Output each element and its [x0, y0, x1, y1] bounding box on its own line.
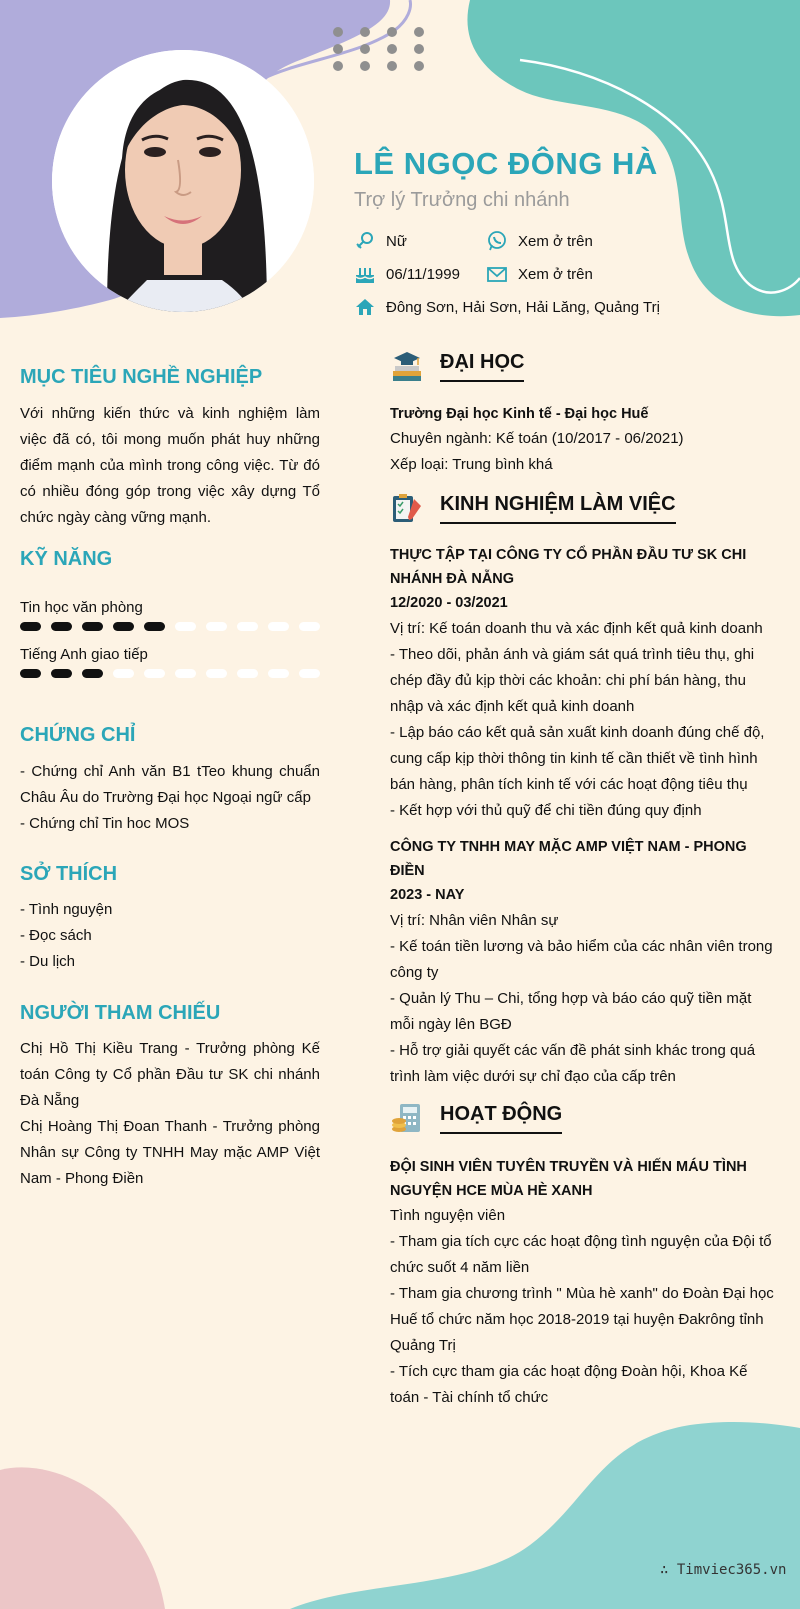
hobby-item: - Tình nguyện — [20, 901, 113, 918]
clipboard-checklist-icon — [390, 491, 424, 525]
activities-heading: HOẠT ĐỘNG — [440, 1103, 562, 1134]
hobby-item: - Du lịch — [20, 953, 76, 970]
skill-segment-empty — [175, 622, 196, 631]
activity-role: Tình nguyện viên — [390, 1207, 506, 1224]
hobby-item: - Đọc sách — [20, 927, 92, 944]
dot-grid-decoration — [330, 25, 425, 70]
education-section-header — [390, 349, 524, 383]
job-title: Trợ lý Trưởng chi nhánh — [354, 189, 570, 211]
experience-heading: KINH NGHIỆM LÀM VIỆC — [440, 493, 676, 524]
gender-row — [354, 230, 407, 252]
gender-value: Nữ — [386, 232, 407, 250]
job-detail: - Kế toán tiền lương và bảo hiểm của các nhân viên trong công ty — [390, 938, 773, 981]
activity-org: ĐỘI SINH VIÊN TUYÊN TRUYỀN VÀ HIẾN MÁU TÌNH NGUYỆN HCE MÙA HÈ XANH — [390, 1159, 747, 1199]
phone-row — [486, 230, 593, 252]
phone-value[interactable]: Xem ở trên — [518, 232, 593, 250]
skill-segment-empty — [299, 669, 320, 678]
skill-segment-filled — [51, 622, 72, 631]
education-major: Chuyên ngành: Kế toán (10/2017 - 06/2021) — [390, 430, 684, 447]
skill-label-office: Tin học văn phòng — [20, 599, 143, 616]
phone-icon — [486, 230, 508, 252]
job-detail: - Quản lý Thu – Chi, tổng hợp và báo cáo quỹ tiền mặt mỗi ngày lên BGĐ — [390, 990, 752, 1033]
calculator-coins-icon — [390, 1101, 424, 1135]
address-value: Đông Sơn, Hải Sơn, Hải Lăng, Quảng Trị — [386, 298, 660, 316]
reference-item: Chị Hồ Thị Kiều Trang - Trưởng phòng Kế toán Công ty Cổ phần Đầu tư SK chi nhánh Đà Nẵng — [20, 1040, 320, 1109]
home-icon — [354, 296, 376, 318]
skill-segment-empty — [144, 669, 165, 678]
skills-heading: KỸ NĂNG — [20, 548, 113, 570]
activities-section-header — [390, 1101, 562, 1135]
education-grade: Xếp loại: Trung bình khá — [390, 456, 553, 473]
job-period: 12/2020 - 03/2021 — [390, 595, 508, 611]
skill-segment-empty — [299, 622, 320, 631]
skill-segment-empty — [268, 622, 289, 631]
job-position: Vị trí: Nhân viên Nhân sự — [390, 912, 559, 929]
job-period: 2023 - NAY — [390, 887, 465, 903]
birthday-row — [354, 263, 460, 285]
job-detail: - Theo dõi, phản ánh và giám sát quá trình tiêu thụ, ghi chép đầy đủ kịp thời các khoản: chi phí bán hàng, thu nhập và xác định kết quả kinh doanh — [390, 646, 755, 715]
email-icon — [486, 263, 508, 285]
skill-segment-filled — [82, 622, 103, 631]
activity-detail: - Tham gia tích cực các hoạt động tình nguyện của Đội tổ chức suốt 4 năm liền — [390, 1233, 772, 1276]
skill-label-english: Tiếng Anh giao tiếp — [20, 646, 148, 663]
skill-segment-empty — [175, 669, 196, 678]
activity-detail: - Tham gia chương trình " Mùa hè xanh" do Đoàn Đại học Huế tổ chức năm học 2018-2019 tại huyện Đakrông tỉnh Quảng Trị — [390, 1285, 774, 1354]
job-detail: - Lập báo cáo kết quả sản xuất kinh doanh đúng chế độ, cung cấp kịp thời thông tin kinh tế cần thiết về tình hình bán hàng, phân tích kinh tế với các hoạt động tiêu thụ — [390, 724, 765, 793]
skill-bar-english — [20, 669, 320, 681]
skill-segment-empty — [237, 669, 258, 678]
skill-segment-filled — [144, 622, 165, 631]
skill-segment-filled — [51, 669, 72, 678]
skill-segment-empty — [206, 669, 227, 678]
experience-section-header — [390, 491, 676, 525]
objective-heading: MỤC TIÊU NGHỀ NGHIỆP — [20, 366, 263, 388]
skill-bar-office — [20, 622, 320, 634]
job-position: Vị trí: Kế toán doanh thu và xác định kết quả kinh doanh — [390, 620, 763, 637]
education-school: Trường Đại học Kinh tế - Đại học Huế — [390, 406, 649, 422]
references-heading: NGƯỜI THAM CHIẾU — [20, 1002, 221, 1024]
skill-segment-empty — [237, 622, 258, 631]
gender-icon — [354, 230, 376, 252]
skill-segment-empty — [268, 669, 289, 678]
site-watermark: ∴ Timviec365.vn — [660, 1562, 787, 1578]
skill-segment-filled — [82, 669, 103, 678]
objective-text: Với những kiến thức và kinh nghiệm làm việc đã có, tôi mong muốn phát huy những điểm mạnh của mình trong công việc. Từ đó có nhiều đóng góp trong việc xây dựng Tổ chức ngày càng vững mạnh. — [20, 405, 320, 526]
birthday-cake-icon — [354, 263, 376, 285]
birthday-value: 06/11/1999 — [386, 265, 460, 283]
skill-segment-empty — [113, 669, 134, 678]
skill-segment-filled — [20, 622, 41, 631]
skill-segment-empty — [206, 622, 227, 631]
graduation-books-icon — [390, 349, 424, 383]
reference-item: Chị Hoàng Thị Đoan Thanh - Trưởng phòng Nhân sự Công ty TNHH May mặc AMP Việt Nam - Phong Điền — [20, 1118, 320, 1187]
job-company: THỰC TẬP TẠI CÔNG TY CỔ PHẦN ĐẦU TƯ SK CHI NHÁNH ĐÀ NẴNG — [390, 547, 747, 587]
certificates-heading: CHỨNG CHỈ — [20, 724, 136, 746]
activity-detail: - Tích cực tham gia các hoạt động Đoàn hội, Khoa Kế toán - Tài chính tổ chức — [390, 1363, 748, 1406]
hobbies-heading: SỞ THÍCH — [20, 863, 118, 885]
job-detail: - Hỗ trợ giải quyết các vấn đề phát sinh khác trong quá trình làm việc dưới sự chỉ đạo của cấp trên — [390, 1042, 756, 1085]
profile-photo — [52, 50, 314, 312]
email-value[interactable]: Xem ở trên — [518, 265, 593, 283]
certificate-item: - Chứng chỉ Tin hoc MOS — [20, 815, 190, 832]
skill-segment-filled — [20, 669, 41, 678]
address-row — [354, 296, 660, 318]
job-company: CÔNG TY TNHH MAY MẶC AMP VIỆT NAM - PHONG ĐIỀN — [390, 839, 747, 879]
candidate-name: LÊ NGỌC ĐÔNG HÀ — [354, 146, 658, 181]
certificate-item: - Chứng chỉ Anh văn B1 tTeo khung chuẩn Châu Âu do Trường Đại học Ngoại ngữ cấp — [20, 763, 320, 806]
email-row — [486, 263, 593, 285]
education-heading: ĐẠI HỌC — [440, 351, 524, 382]
skill-segment-filled — [113, 622, 134, 631]
job-detail: - Kết hợp với thủ quỹ để chi tiền đúng quy định — [390, 802, 702, 819]
